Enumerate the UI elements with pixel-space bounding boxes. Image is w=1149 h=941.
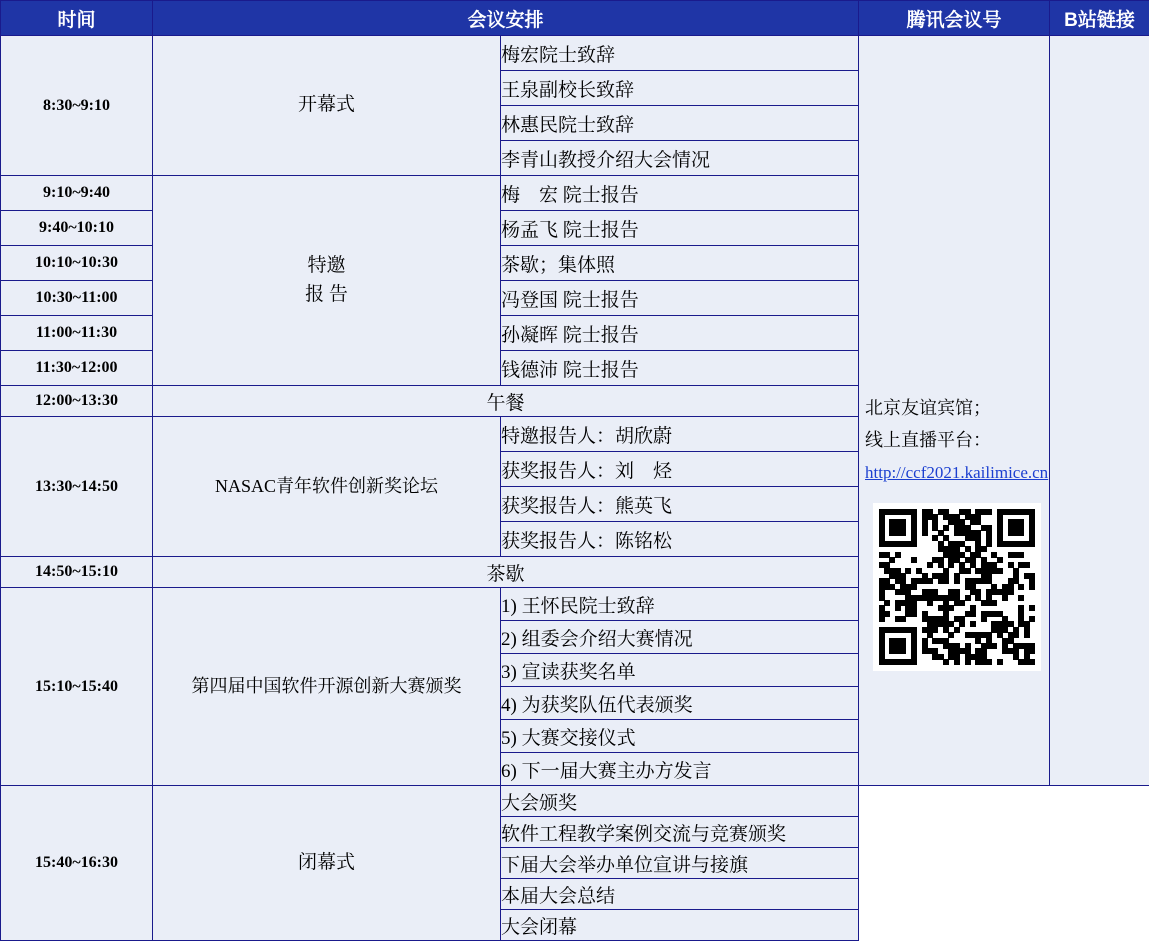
- column-header-meeting-id: 腾讯会议号: [859, 1, 1050, 36]
- cell-item: 本届大会总结: [501, 879, 859, 910]
- venue-line: 北京友谊宾馆；: [865, 392, 1049, 424]
- cell-item: 茶歇；集体照: [501, 246, 859, 281]
- column-header-agenda: 会议安排: [153, 1, 859, 36]
- cell-time: 15:10~15:40: [1, 588, 153, 786]
- cell-item: 李青山教授介绍大会情况: [501, 141, 859, 176]
- cell-item: 3) 宣读获奖名单: [501, 654, 859, 687]
- session-label-line1: 特邀: [307, 255, 345, 276]
- cell-item: 5) 大赛交接仪式: [501, 720, 859, 753]
- qr-code-icon: [873, 503, 1041, 671]
- column-header-time: 时间: [1, 1, 153, 36]
- cell-item: 大会闭幕: [501, 910, 859, 941]
- cell-fullspan: 午餐: [153, 386, 859, 417]
- cell-session: 闭幕式: [153, 786, 501, 941]
- cell-session: [153, 176, 501, 386]
- cell-time: 10:30~11:00: [1, 281, 153, 316]
- cell-item: 软件工程教学案例交流与竞赛颁奖: [501, 817, 859, 848]
- cell-item: 梅 宏 院士报告: [501, 176, 859, 211]
- cell-time: 11:30~12:00: [1, 351, 153, 386]
- cell-item: 6) 下一届大赛主办方发言: [501, 753, 859, 786]
- cell-item: 林惠民院士致辞: [501, 106, 859, 141]
- column-header-bilibili: B站链接: [1050, 1, 1149, 36]
- cell-time: 13:30~14:50: [1, 417, 153, 557]
- cell-time: 10:10~10:30: [1, 246, 153, 281]
- cell-item: 4) 为获奖队伍代表颁奖: [501, 687, 859, 720]
- cell-item: 大会颁奖: [501, 786, 859, 817]
- cell-time: 15:40~16:30: [1, 786, 153, 941]
- live-stream-link[interactable]: http://ccf2021.kailimice.cn: [865, 463, 1048, 482]
- cell-item: 获奖报告人：陈铭松: [501, 522, 859, 557]
- cell-item: 冯登国 院士报告: [501, 281, 859, 316]
- cell-item: 特邀报告人：胡欣蔚: [501, 417, 859, 452]
- cell-item: 下届大会举办单位宣讲与接旗: [501, 848, 859, 879]
- cell-time: 11:00~11:30: [1, 316, 153, 351]
- cell-bilibili: [1050, 36, 1149, 786]
- cell-time: 8:30~9:10: [1, 36, 153, 176]
- platform-line: 线上直播平台：: [865, 424, 1049, 456]
- cell-time: 14:50~15:10: [1, 557, 153, 588]
- cell-item: 杨孟飞 院士报告: [501, 211, 859, 246]
- cell-session: NASAC青年软件创新奖论坛: [153, 417, 501, 557]
- table-row: [1, 786, 1149, 817]
- cell-item: 王泉副校长致辞: [501, 71, 859, 106]
- table-row: [1, 36, 1149, 71]
- cell-fullspan: 茶歇: [153, 557, 859, 588]
- cell-item: 获奖报告人：熊英飞: [501, 487, 859, 522]
- cell-item: 2) 组委会介绍大赛情况: [501, 621, 859, 654]
- cell-item: 钱德沛 院士报告: [501, 351, 859, 386]
- session-label-line2: 报 告: [305, 284, 348, 305]
- cell-item: 获奖报告人：刘 烃: [501, 452, 859, 487]
- cell-time: 9:40~10:10: [1, 211, 153, 246]
- cell-item: 1) 王怀民院士致辞: [501, 588, 859, 621]
- cell-time: 9:10~9:40: [1, 176, 153, 211]
- qr-code-wrapper: [865, 489, 1049, 681]
- cell-meeting-info: [859, 36, 1050, 786]
- cell-session: 开幕式: [153, 36, 501, 176]
- cell-session: 第四届中国软件开源创新大赛颁奖: [153, 588, 501, 786]
- cell-time: 12:00~13:30: [1, 386, 153, 417]
- cell-item: 梅宏院士致辞: [501, 36, 859, 71]
- table-header-row: [1, 1, 1149, 36]
- cell-item: 孙凝晖 院士报告: [501, 316, 859, 351]
